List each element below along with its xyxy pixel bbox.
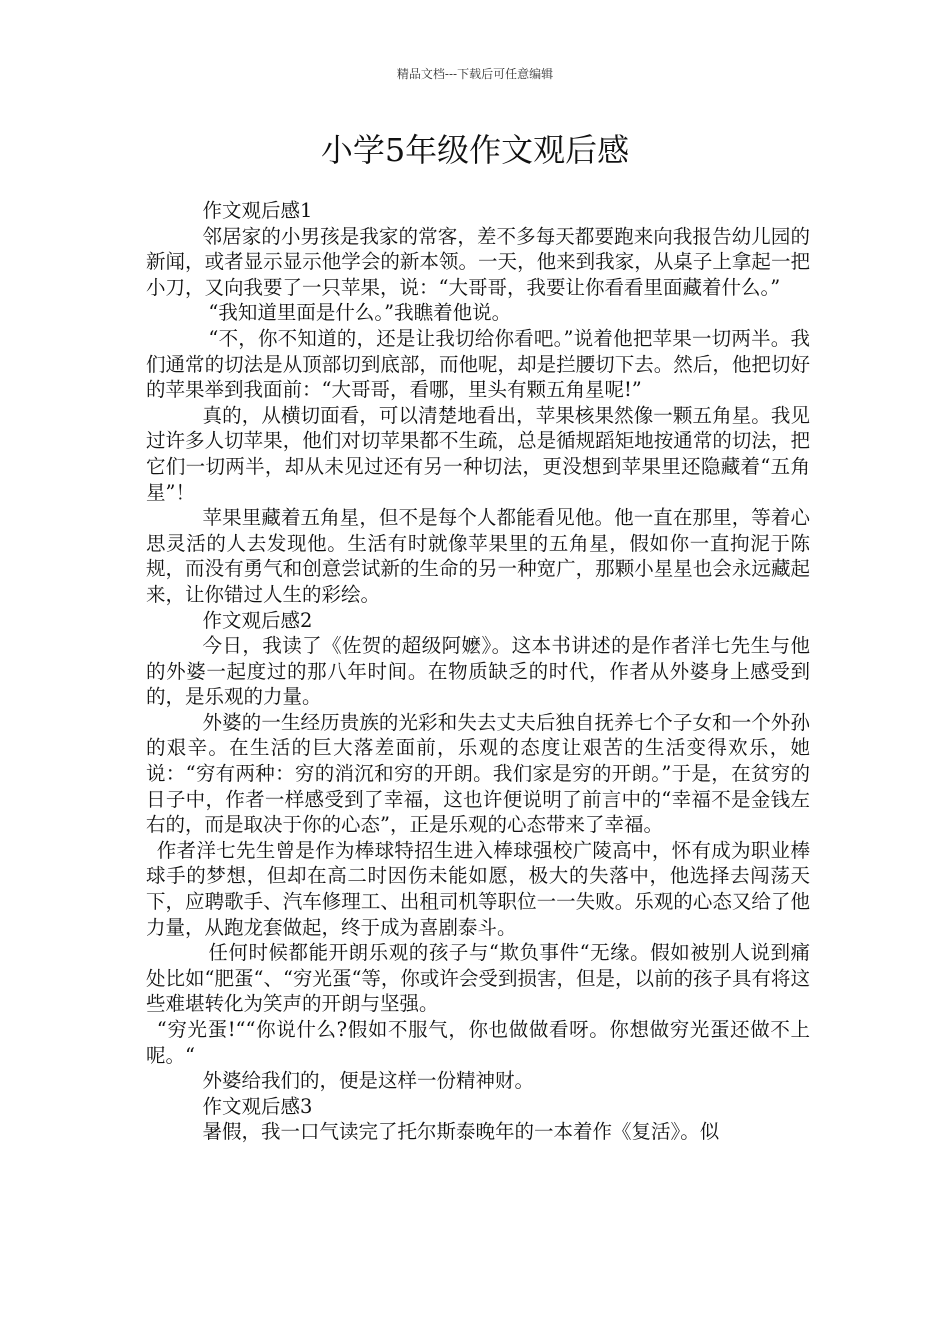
page-header: 精品文档---下载后可任意编辑 xyxy=(396,67,554,81)
paragraph: 邻居家的小男孩是我家的常客，差不多每天都要跑来向我报告幼儿园的新闻，或者显示显示他学会的新本领。一天，他来到我家，从桌子上拿起一把小刀，又向我要了一只苹果，说：“大哥哥，我要让你看看里面藏着什么。” xyxy=(146,224,810,299)
paragraph: 作者洋七先生曾是作为棒球特招生进入棒球强校广陵高中，怀有成为职业棒球手的梦想，但却在高二时因伤未能如愿，极大的失落中，他选择去闯荡天下，应聘歌手、汽车修理工、出租司机等职位一一失败。乐观的心态又给了他力量，从跑龙套做起，终于成为喜剧泰斗。 xyxy=(146,838,810,939)
paragraph: 苹果里藏着五角星，但不是每个人都能看见他。他一直在那里，等着心思灵活的人去发现他。生活有时就像苹果里的五角星，假如你一直拘泥于陈规，而没有勇气和创意尝试新的生命的另一种宽广，那颗小星星也会永远藏起来，让你错过人生的彩绘。 xyxy=(146,506,810,606)
paragraph: 今日，我读了《佐贺的超级阿嬷》。这本书讲述的是作者洋七先生与他的外婆一起度过的那八年时间。在物质缺乏的时代，作者从外婆身上感受到的，是乐观的力量。 xyxy=(146,634,810,709)
document-title: 小学5年级作文观后感 xyxy=(320,131,630,169)
section-heading-2: 作文观后感2 xyxy=(202,608,313,632)
paragraph: 暑假，我一口气读完了托尔斯泰晚年的一本着作《复活》。似 xyxy=(202,1120,720,1144)
section-heading-1: 作文观后感1 xyxy=(202,199,313,222)
paragraph: “穷光蛋!““你说什么?假如不服气，你也做做看呀。你想做穷光蛋还做不上呢。“ xyxy=(146,1018,810,1067)
paragraph: “我知道里面是什么。”我瞧着他说。 xyxy=(208,301,512,325)
paragraph: 外婆的一生经历贵族的光彩和失去丈夫后独自抚养七个子女和一个外孙的艰辛。在生活的巨大落差面前，乐观的态度让艰苦的生活变得欢乐，她说：“穷有两种：穷的消沉和穷的开朗。我们家是穷的开朗。”于是，在贫穷的日子中，作者一样感受到了幸福，这也许便说明了前言中的“幸福不是金钱左右的，而是取决于你的心态”，正是乐观的心态带来了幸福。 xyxy=(146,710,810,837)
section-heading-3: 作文观后感3 xyxy=(202,1094,313,1118)
paragraph: “不，你不知道的，还是让我切给你看吧。”说着他把苹果一切两半。我们通常的切法是从顶部切到底部，而他呢，却是拦腰切下去。然后，他把切好的苹果举到我面前：“大哥哥，看哪，里头有颗五角星呢!” xyxy=(146,326,810,402)
paragraph: 外婆给我们的，便是这样一份精神财。 xyxy=(202,1069,535,1093)
document-body xyxy=(146,198,810,1145)
paragraph: 任何时候都能开朗乐观的孩子与“欺负事件“无缘。假如被别人说到痛处比如“肥蛋“、“穷光蛋“等，你或许会受到损害，但是，以前的孩子具有将这些难堪转化为笑声的开朗与坚强。 xyxy=(146,941,810,1016)
paragraph: 真的，从横切面看，可以清楚地看出，苹果核果然像一颗五角星。我见过许多人切苹果，他们对切苹果都不生疏，总是循规蹈矩地按通常的切法，把它们一切两半，却从未见过还有另一种切法，更没想到苹果里还隐藏着“五角星”！ xyxy=(146,403,810,504)
